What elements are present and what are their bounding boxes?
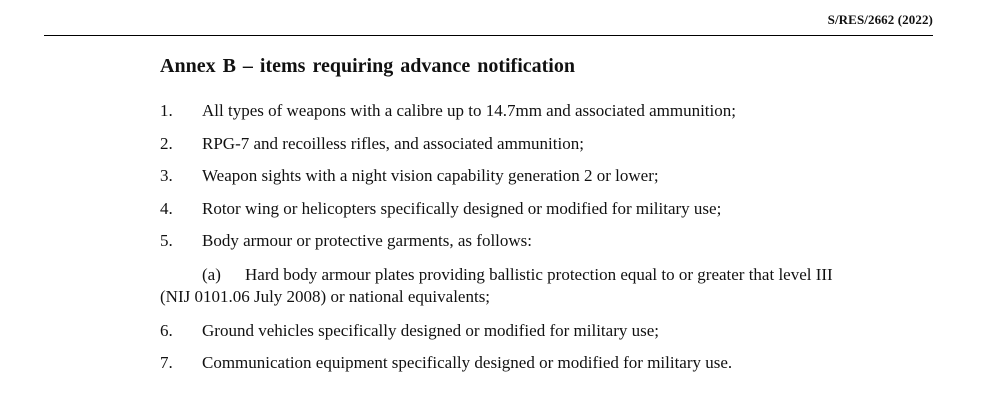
annex-title: Annex B – items requiring advance notification — [160, 55, 575, 77]
list-item — [160, 98, 850, 131]
list-item — [160, 131, 850, 164]
list-item — [160, 196, 850, 229]
item-number: 4. — [160, 198, 173, 218]
subitem-label: (a) — [202, 264, 221, 284]
list-item — [160, 228, 850, 261]
document-symbol: S/RES/2662 (2022) — [827, 12, 933, 27]
list-item — [160, 318, 850, 351]
item-number: 7. — [160, 353, 173, 372]
item-number: 1. — [160, 101, 173, 120]
item-text: Rotor wing or helicopters specifically designed or modified for military use; — [202, 198, 722, 218]
item-number: 5. — [160, 231, 173, 250]
header-rule — [44, 35, 933, 36]
item-text: Body armour or protective garments, as follows: — [202, 231, 533, 250]
list-item — [160, 350, 850, 383]
subitem-text: Hard body armour plates providing ballistic protection equal to or greater that level III (NIJ 0101.06 July 2008) or national equivalents; — [160, 264, 833, 306]
list-item — [160, 163, 850, 196]
item-number: 3. — [160, 166, 173, 185]
item-text: RPG-7 and recoilless rifles, and associated ammunition; — [202, 133, 584, 153]
sub-list-item — [160, 261, 850, 318]
annex-item-list — [160, 98, 850, 383]
item-text: All types of weapons with a calibre up to 14.7mm and associated ammunition; — [202, 101, 736, 120]
item-text: Ground vehicles specifically designed or modified for military use; — [202, 320, 659, 340]
item-text: Weapon sights with a night vision capability generation 2 or lower; — [202, 166, 659, 185]
item-text: Communication equipment specifically designed or modified for military use. — [202, 353, 733, 372]
item-number: 2. — [160, 133, 173, 153]
item-number: 6. — [160, 320, 173, 340]
